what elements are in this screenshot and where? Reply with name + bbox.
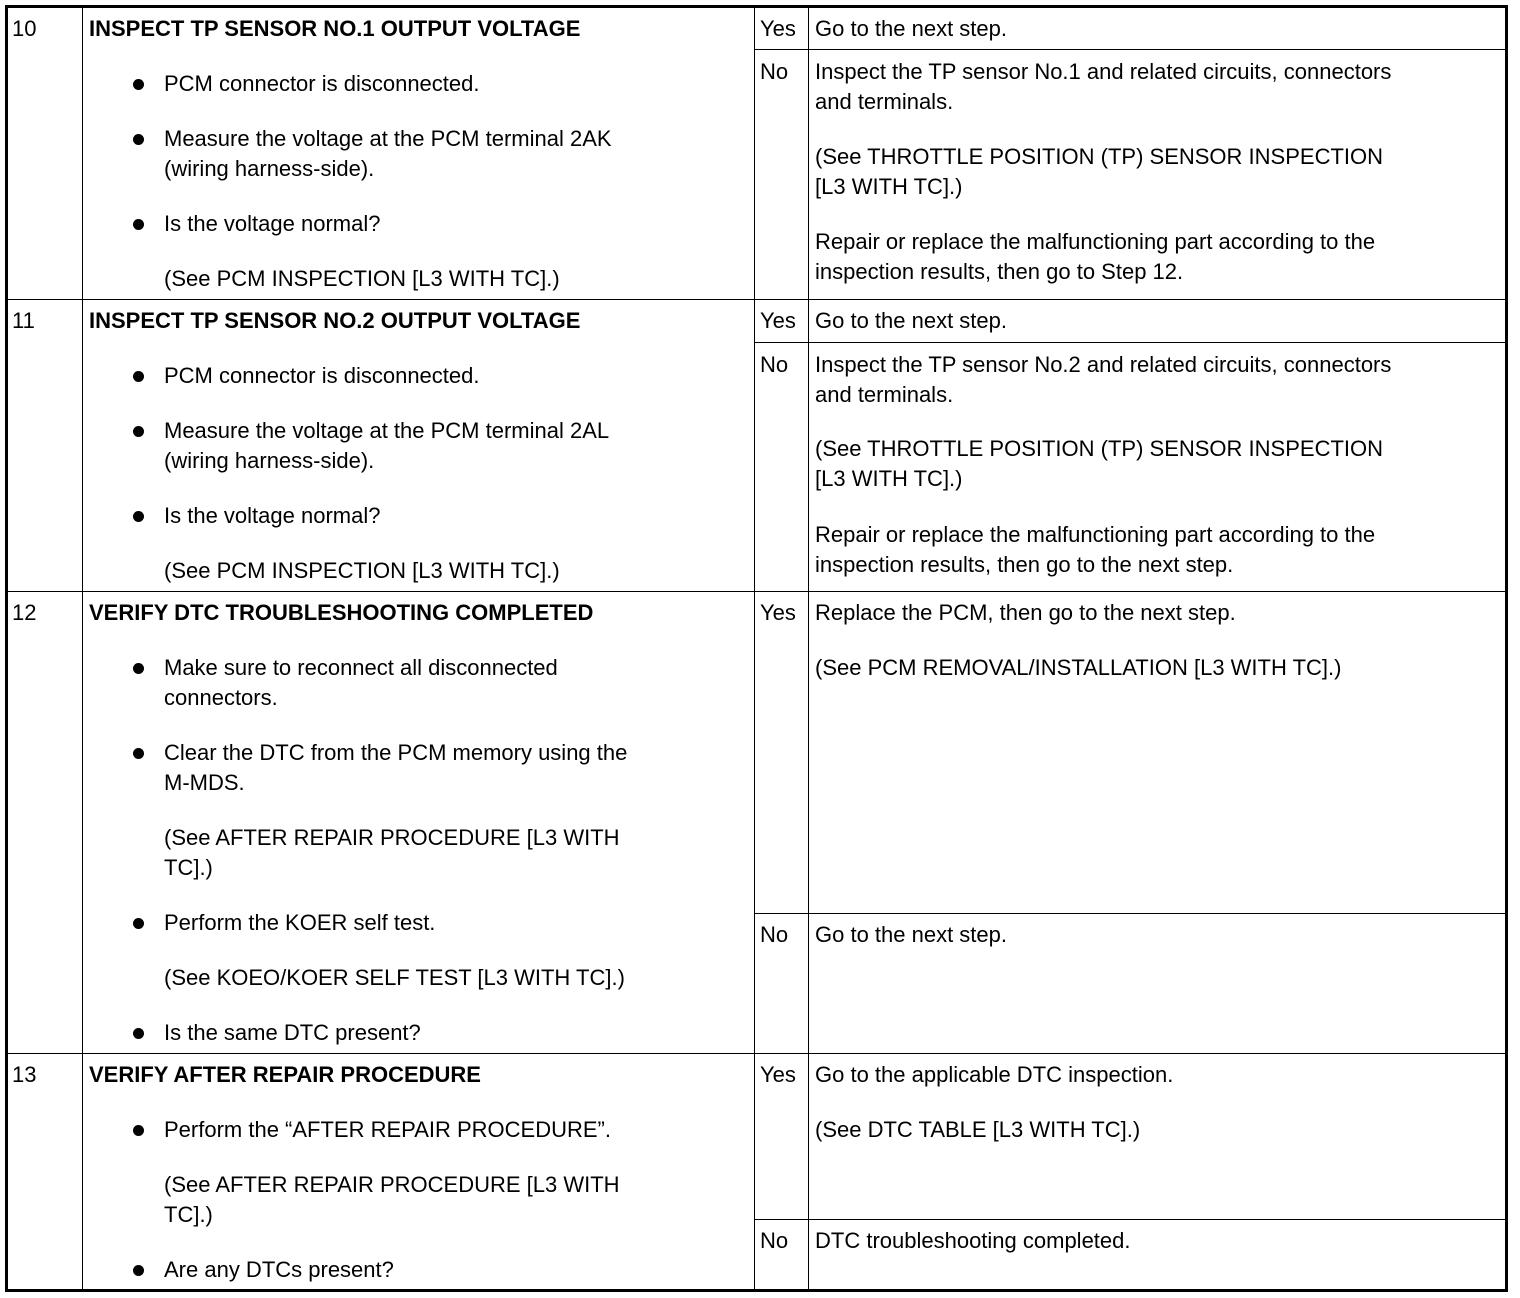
bullet-icon	[133, 1125, 144, 1136]
list-item: PCM connector is disconnected.	[164, 71, 480, 96]
reference-text: (See KOEO/KOER SELF TEST [L3 WITH TC].)	[164, 965, 625, 990]
no-action: Inspect the TP sensor No.1 and related circuits, connectors	[815, 59, 1392, 84]
yes-no-divider	[754, 1219, 1505, 1220]
list-item: Measure the voltage at the PCM terminal 2AK	[164, 126, 612, 151]
bullet-icon	[133, 134, 144, 145]
no-action: (See THROTTLE POSITION (TP) SENSOR INSPECTION	[815, 436, 1384, 461]
reference-text: (See AFTER REPAIR PROCEDURE [L3 WITH	[164, 1172, 620, 1197]
step-number: 10	[12, 16, 37, 41]
list-item: Clear the DTC from the PCM memory using the	[164, 740, 628, 765]
list-item: PCM connector is disconnected.	[164, 363, 480, 388]
no-action: Repair or replace the malfunctioning part according to the	[815, 229, 1376, 254]
yes-action: Go to the next step.	[815, 16, 1008, 41]
list-item: Perform the “AFTER REPAIR PROCEDURE”.	[164, 1117, 611, 1142]
no-action: Go to the next step.	[815, 922, 1008, 947]
step-title: INSPECT TP SENSOR NO.1 OUTPUT VOLTAGE	[89, 16, 581, 41]
yes-action: Go to the applicable DTC inspection.	[815, 1062, 1174, 1087]
column-divider	[82, 8, 83, 1289]
no-action: [L3 WITH TC].)	[815, 466, 963, 491]
list-item: (wiring harness-side).	[164, 448, 375, 473]
step-title: VERIFY AFTER REPAIR PROCEDURE	[89, 1062, 481, 1087]
bullet-icon	[133, 1265, 144, 1276]
bullet-icon	[133, 511, 144, 522]
yes-label: Yes	[760, 308, 796, 333]
step-number: 11	[12, 308, 35, 333]
no-action: [L3 WITH TC].)	[815, 174, 963, 199]
bullet-icon	[133, 219, 144, 230]
step-title: VERIFY DTC TROUBLESHOOTING COMPLETED	[89, 600, 594, 625]
bullet-icon	[133, 1028, 144, 1039]
yes-label: Yes	[760, 16, 796, 41]
no-action: Inspect the TP sensor No.2 and related circuits, connectors	[815, 352, 1392, 377]
list-item: Is the voltage normal?	[164, 503, 381, 528]
yes-no-divider	[754, 49, 1505, 50]
list-item: Is the voltage normal?	[164, 211, 381, 236]
no-label: No	[760, 1228, 789, 1253]
list-item: (wiring harness-side).	[164, 156, 375, 181]
yes-no-divider	[754, 342, 1505, 343]
bullet-icon	[133, 371, 144, 382]
step-title: INSPECT TP SENSOR NO.2 OUTPUT VOLTAGE	[89, 308, 581, 333]
no-action: inspection results, then go to Step 12.	[815, 259, 1184, 284]
step-number: 12	[12, 600, 37, 625]
no-action: inspection results, then go to the next step.	[815, 552, 1234, 577]
row-divider	[8, 1053, 1505, 1054]
no-action: and terminals.	[815, 89, 954, 114]
bullet-icon	[133, 79, 144, 90]
yes-label: Yes	[760, 600, 796, 625]
list-item: Measure the voltage at the PCM terminal 2AL	[164, 418, 610, 443]
row-divider	[8, 591, 1505, 592]
no-action: (See THROTTLE POSITION (TP) SENSOR INSPECTION	[815, 144, 1384, 169]
column-divider	[754, 8, 755, 1289]
bullet-icon	[133, 748, 144, 759]
list-item: connectors.	[164, 685, 278, 710]
list-item: Perform the KOER self test.	[164, 910, 436, 935]
no-action: Repair or replace the malfunctioning part according to the	[815, 522, 1376, 547]
yes-action: Replace the PCM, then go to the next step.	[815, 600, 1236, 625]
yes-label: Yes	[760, 1062, 796, 1087]
yes-no-divider	[754, 913, 1505, 914]
yes-action: (See PCM REMOVAL/INSTALLATION [L3 WITH TC].)	[815, 655, 1342, 680]
reference-text: (See AFTER REPAIR PROCEDURE [L3 WITH	[164, 825, 620, 850]
no-label: No	[760, 922, 789, 947]
reference-text: (See PCM INSPECTION [L3 WITH TC].)	[164, 558, 560, 583]
list-item: Are any DTCs present?	[164, 1257, 394, 1282]
step-number: 13	[12, 1062, 37, 1087]
bullet-icon	[133, 663, 144, 674]
yes-action: Go to the next step.	[815, 308, 1008, 333]
bullet-icon	[133, 918, 144, 929]
no-action: and terminals.	[815, 382, 954, 407]
reference-text: TC].)	[164, 855, 213, 880]
list-item: M-MDS.	[164, 770, 245, 795]
troubleshooting-table	[5, 5, 1508, 1292]
list-item: Make sure to reconnect all disconnected	[164, 655, 558, 680]
column-divider	[808, 8, 809, 1289]
no-label: No	[760, 59, 789, 84]
row-divider	[8, 299, 1505, 300]
list-item: Is the same DTC present?	[164, 1020, 421, 1045]
no-label: No	[760, 352, 789, 377]
reference-text: (See PCM INSPECTION [L3 WITH TC].)	[164, 266, 560, 291]
reference-text: TC].)	[164, 1202, 213, 1227]
no-action: DTC troubleshooting completed.	[815, 1228, 1131, 1253]
bullet-icon	[133, 426, 144, 437]
yes-action: (See DTC TABLE [L3 WITH TC].)	[815, 1117, 1141, 1142]
